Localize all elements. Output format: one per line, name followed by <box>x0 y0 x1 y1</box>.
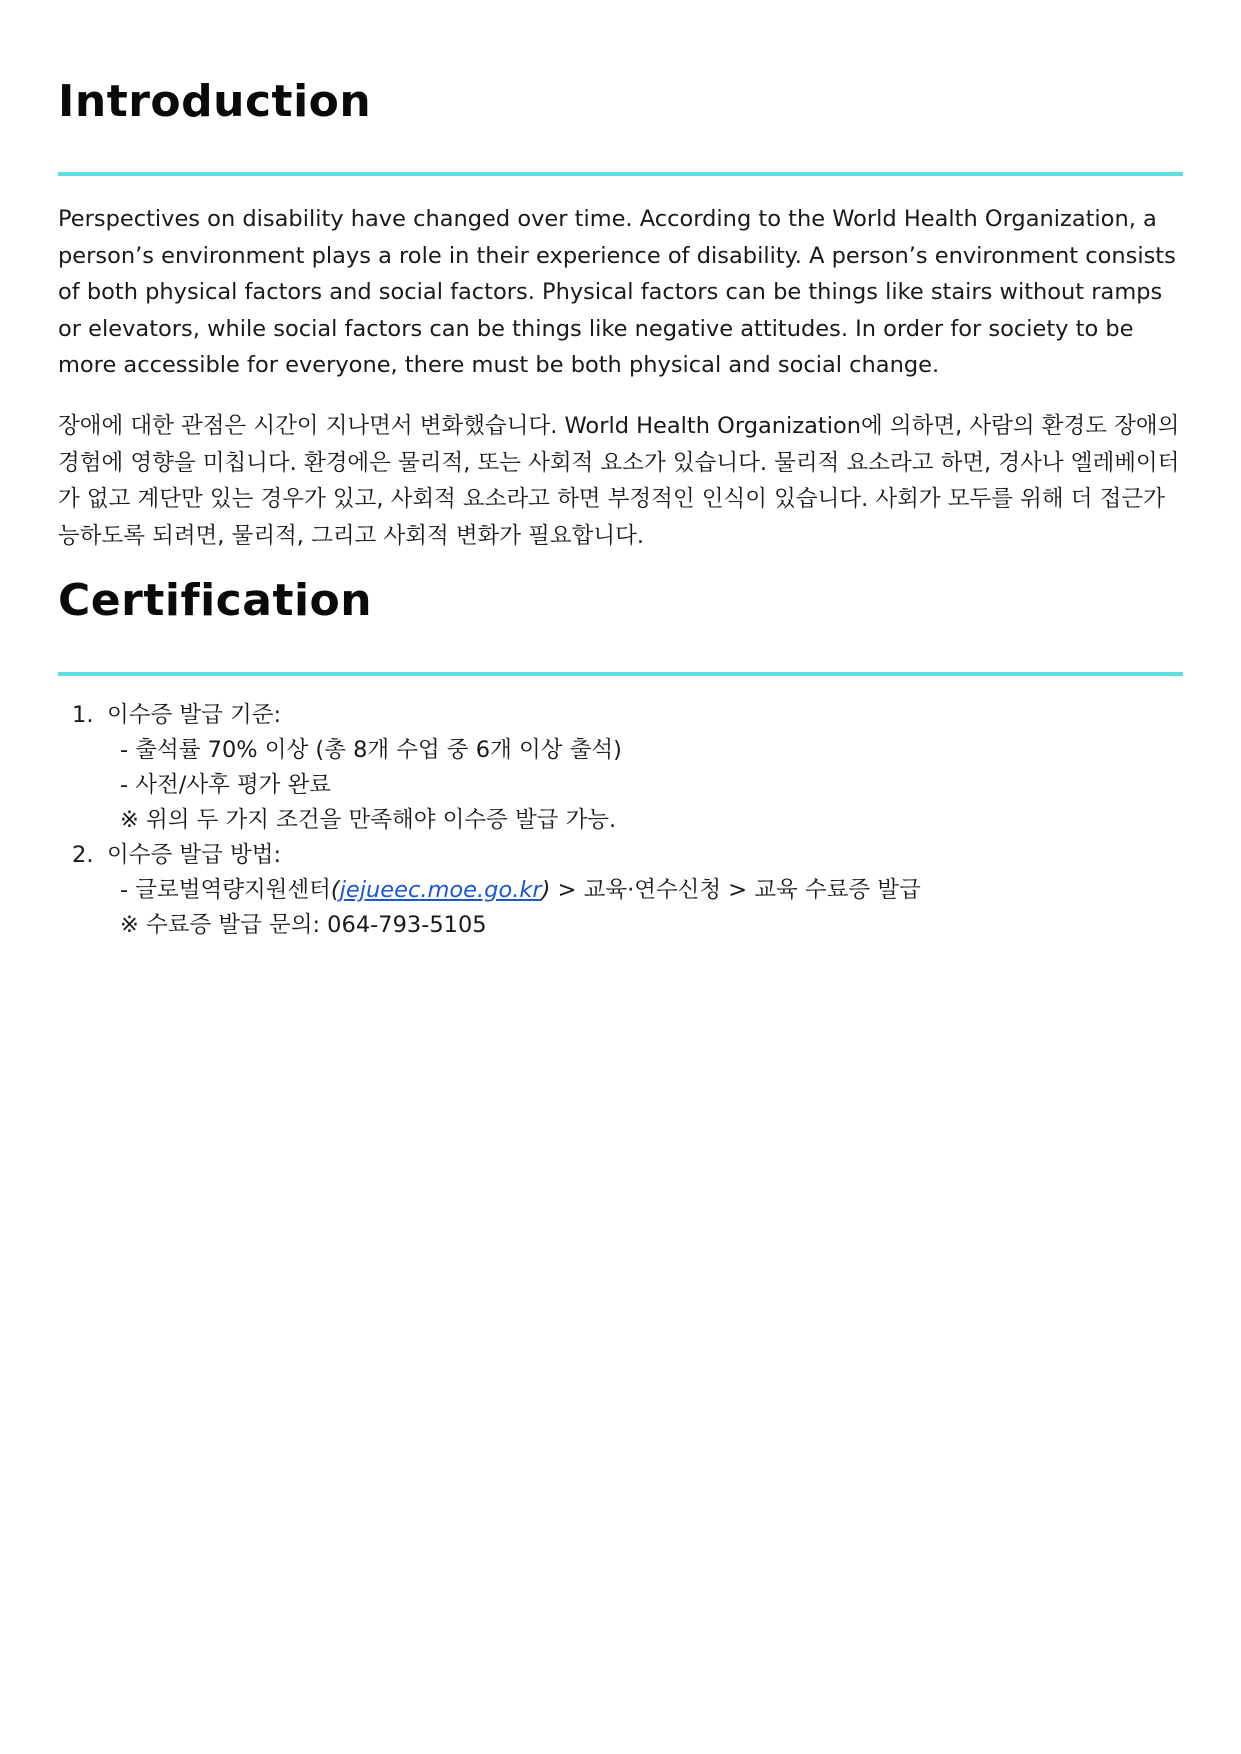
website-link[interactable]: jejueec.moe.go.kr <box>339 877 542 903</box>
introduction-divider <box>58 172 1183 176</box>
issuance-path-suffix: > 교육·연수신청 > 교육 수료증 발급 <box>550 877 921 903</box>
certification-heading: Certification <box>58 575 373 626</box>
issuance-path-prefix: - 글로벌역량지원센터 <box>120 877 331 903</box>
list-item-number: 1. <box>72 702 94 728</box>
list-item-number: 2. <box>72 842 94 868</box>
criteria-note: ※ 위의 두 가지 조건을 만족해야 이수증 발급 가능. <box>120 807 617 833</box>
introduction-heading: Introduction <box>58 76 372 127</box>
issuance-path <box>107 873 1183 908</box>
introduction-paragraph-en: Perspectives on disability have changed over time. According to the World Health Organization, a person’s environment plays a role in their experience of disability. A person’s environment consists of both physical factors and social factors. Physical factors can be things like stairs without ramps or elevators, while social factors can be things like negative attitudes. In order for society to be more accessible for everyone, there must be both physical and social change. <box>58 206 1176 378</box>
list-item <box>58 838 1183 943</box>
list-item <box>58 698 1183 838</box>
criteria-attendance: - 출석률 70% 이상 (총 8개 수업 중 6개 이상 출석) <box>120 737 622 763</box>
paren-close: ) <box>541 877 551 903</box>
criteria-assessment: - 사전/사후 평가 완료 <box>120 772 332 798</box>
list-item-title: 이수증 발급 방법: <box>107 842 282 868</box>
list-item-title: 이수증 발급 기준: <box>107 702 282 728</box>
certification-list <box>58 698 1183 943</box>
certification-divider <box>58 672 1183 676</box>
introduction-paragraph-ko: 장애에 대한 관점은 시간이 지나면서 변화했습니다. World Health Organization에 의하면, 사람의 환경도 장애의 경험에 영향을 미칩니다. 환경에은 물리적, 또는 사회적 요소가 있습니다. 물리적 요소라고 하면, 경사나 엘레베이터가 없고 계단만 있는 경우가 있고, 사회적 요소라고 하면 부정적인 인식이 있습니다. 사회가 모두를 위해 더 접근가능하도록 되려면, 물리적, 그리고 사회적 변화가 필요합니다. <box>58 413 1180 549</box>
inquiry-note: ※ 수료증 발급 문의: 064-793-5105 <box>120 912 487 938</box>
paren-open: ( <box>330 877 340 903</box>
